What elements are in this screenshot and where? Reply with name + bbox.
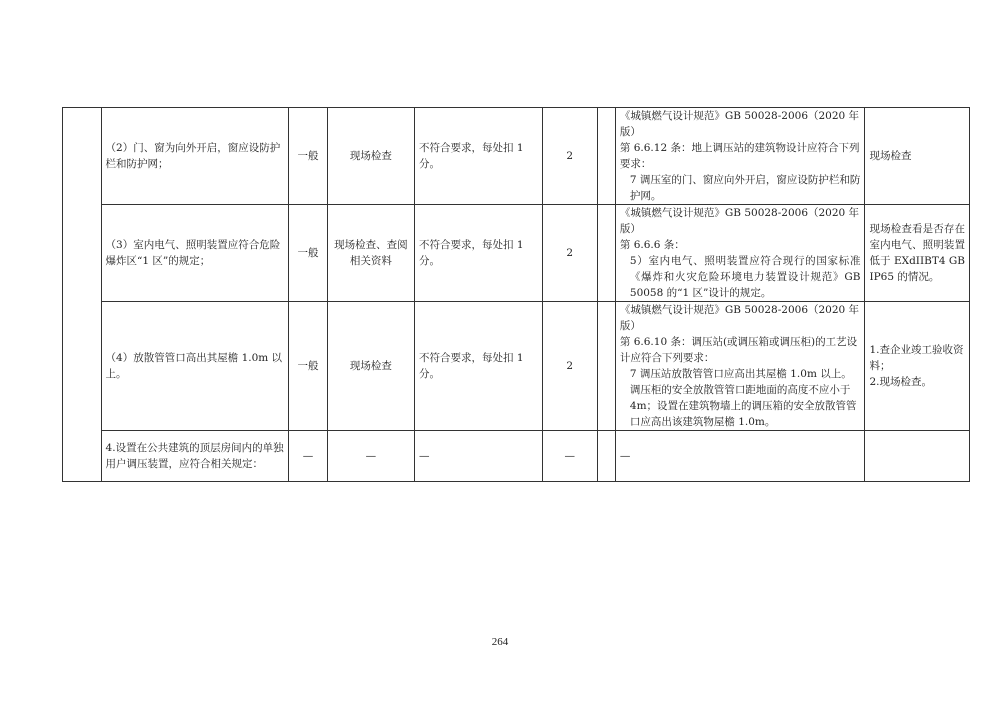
basis-line: 《城镇燃气设计规范》GB 50028-2006（2020 年版） <box>619 207 860 235</box>
note-line: 1.查企业竣工验收资料； <box>869 344 964 372</box>
score-rule-cell: 不符合要求，每处扣 1 分。 <box>415 108 543 205</box>
content-cell: 4.设置在公共建筑的顶层房间内的单独用户调压装置，应符合相关规定： <box>101 431 289 482</box>
score-rule-cell: — <box>415 431 543 482</box>
index-cell <box>63 108 102 482</box>
level-cell: 一般 <box>289 302 328 431</box>
points-cell: 2 <box>542 302 597 431</box>
note-cell <box>865 302 970 431</box>
note-cell: 现场检查看是否存在室内电气、照明装置低于 EXdIIBT4 GB IP65 的情况。 <box>865 205 970 302</box>
basis-line: 第 6.6.10 条：调压站(或调压箱或调压柜)的工艺设计应符合下列要求： <box>619 336 858 364</box>
content-cell: （2）门、窗为向外开启，窗应设防护栏和防护网； <box>101 108 289 205</box>
inspection-table <box>62 107 970 482</box>
level-cell: — <box>289 431 328 482</box>
basis-line: 第 6.6.6 条： <box>619 239 685 251</box>
method-cell: 现场检查、查阅相关资料 <box>327 205 414 302</box>
method-cell: 现场检查 <box>327 302 414 431</box>
basis-line: 《城镇燃气设计规范》GB 50028-2006（2020 年版） <box>619 110 860 138</box>
note-cell: 现场检查 <box>865 108 970 205</box>
basis-line: 第 6.6.12 条：地上调压站的建筑物设计应符合下列要求： <box>619 142 860 170</box>
level-cell: 一般 <box>289 205 328 302</box>
score-rule-cell: 不符合要求，每处扣 1 分。 <box>415 205 543 302</box>
points-cell: 2 <box>542 205 597 302</box>
points-cell: — <box>542 431 597 482</box>
blank-cell <box>597 431 615 482</box>
basis-line: 5）室内电气、照明装置应符合现行的国家标准《爆炸和火灾危险环境电力装置设计规范》GB 50058 的“1 区”设计的规定。 <box>629 255 861 299</box>
note-cell <box>865 431 970 482</box>
note-line: 2.现场检查。 <box>869 376 932 388</box>
basis-line: 7 调压室的门、窗应向外开启，窗应设防护栏和防护网。 <box>629 174 861 202</box>
basis-line: 《城镇燃气设计规范》GB 50028-2006（2020 年版） <box>619 304 860 332</box>
basis-cell: — <box>615 431 865 482</box>
blank-cell <box>597 302 615 431</box>
basis-cell <box>615 108 865 205</box>
table-row <box>63 302 970 431</box>
table-row <box>63 431 970 482</box>
points-cell: 2 <box>542 108 597 205</box>
basis-line: 7 调压站放散管管口应高出其屋檐 1.0m 以上。调压柜的安全放散管管口距地面的高度不应小于 4m；设置在建筑物墙上的调压箱的安全放散管管口应高出该建筑物屋檐 1.0m。 <box>629 368 857 428</box>
basis-cell <box>615 302 865 431</box>
page-number: 264 <box>491 636 509 648</box>
content-cell: （3）室内电气、照明装置应符合危险爆炸区“1 区”的规定； <box>101 205 289 302</box>
content-cell: （4）放散管管口高出其屋檐 1.0m 以上。 <box>101 302 289 431</box>
table-row <box>63 205 970 302</box>
blank-cell <box>597 108 615 205</box>
method-cell: — <box>327 431 414 482</box>
basis-cell <box>615 205 865 302</box>
table-row <box>63 108 970 205</box>
method-cell: 现场检查 <box>327 108 414 205</box>
score-rule-cell: 不符合要求，每处扣 1 分。 <box>415 302 543 431</box>
blank-cell <box>597 205 615 302</box>
level-cell: 一般 <box>289 108 328 205</box>
